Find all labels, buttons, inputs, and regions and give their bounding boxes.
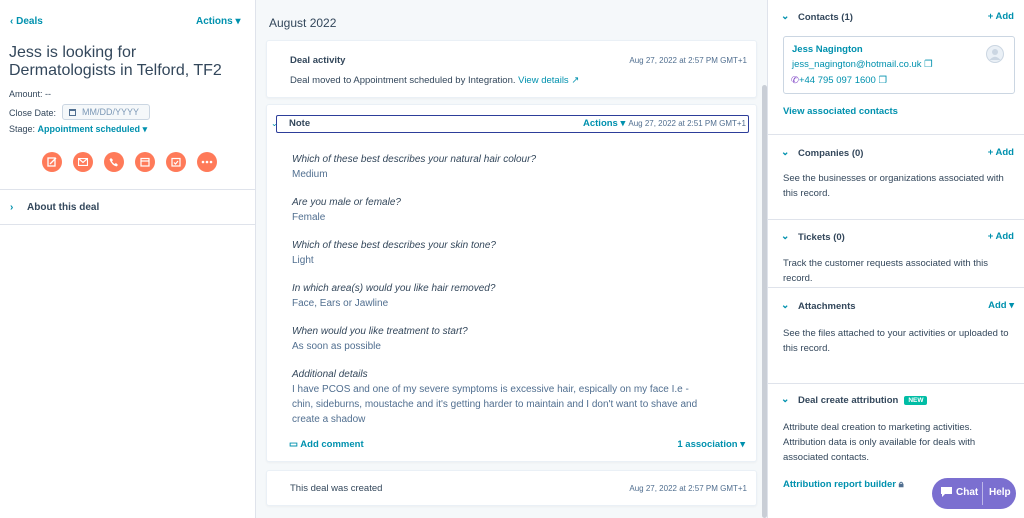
qa-item xyxy=(292,153,742,182)
note-title: Note xyxy=(289,118,311,129)
chevron-down-icon[interactable]: ⌄ xyxy=(781,394,790,405)
email-button[interactable] xyxy=(73,152,93,172)
add-comment-link[interactable] xyxy=(289,439,364,450)
close-date-input[interactable] xyxy=(62,104,150,120)
add-company-button[interactable]: + Add xyxy=(987,147,1014,158)
add-contact-button[interactable]: + Add xyxy=(987,11,1014,22)
deal-activity-title: Deal activity xyxy=(290,55,346,66)
note-icon xyxy=(47,157,57,167)
companies-description: See the businesses or organizations associated with this record. xyxy=(783,173,1004,199)
copy-icon[interactable]: ❐ xyxy=(924,59,933,70)
chat-button[interactable]: Chat xyxy=(956,487,979,498)
companies-section xyxy=(768,135,1024,220)
add-attachment-label: Add xyxy=(988,300,1007,311)
chevron-left-icon: ‹ xyxy=(10,16,17,27)
back-label: Deals xyxy=(16,16,43,27)
more-button[interactable] xyxy=(197,152,217,172)
deal-created-text: This deal was created xyxy=(290,483,383,494)
attachments-section xyxy=(768,288,1024,384)
add-ticket-button[interactable]: + Add xyxy=(987,231,1014,242)
close-date-placeholder: MM/DD/YYYY xyxy=(82,107,140,117)
attribution-title-text: Deal create attribution xyxy=(798,395,899,406)
answer-text: Medium xyxy=(292,169,328,180)
qa-item xyxy=(292,282,742,311)
association-sidebar xyxy=(767,0,1024,518)
deal-activity-card[interactable] xyxy=(266,40,757,98)
caret-down-icon: ▾ xyxy=(142,124,148,134)
deal-created-date: Aug 27, 2022 at 2:57 PM GMT+1 xyxy=(629,484,747,493)
question-text: Which of these best describes your natural hair colour? xyxy=(292,154,537,165)
copy-icon[interactable]: ❐ xyxy=(878,75,888,86)
attachments-title[interactable]: Attachments xyxy=(798,301,856,312)
deal-activity-text: Deal moved to Appointment scheduled by Integration. xyxy=(290,75,516,86)
association-dropdown[interactable] xyxy=(677,439,745,450)
add-comment-label: Add comment xyxy=(300,439,364,450)
deal-created-card[interactable] xyxy=(266,470,757,506)
view-details-link[interactable] xyxy=(518,75,579,86)
month-header: August 2022 xyxy=(269,16,337,30)
contact-avatar xyxy=(986,45,1004,63)
comment-icon: ▭ xyxy=(289,439,298,450)
note-button[interactable] xyxy=(42,152,62,172)
about-this-deal-label: About this deal xyxy=(27,202,100,213)
person-icon xyxy=(987,46,1003,62)
close-date-label: Close Date: xyxy=(9,108,57,118)
call-icon xyxy=(109,157,119,167)
deal-title[interactable]: Jess is looking for Dermatologists in Telford, TF2 xyxy=(9,44,222,79)
phone-icon: ✆ xyxy=(791,75,799,86)
deal-header xyxy=(0,0,255,190)
contact-phone: +44 795 097 1600 xyxy=(798,75,876,86)
contact-email-link[interactable] xyxy=(792,59,933,70)
answer-text: Light xyxy=(292,255,314,266)
question-text: Are you male or female? xyxy=(292,197,401,208)
stage-label: Stage: xyxy=(9,124,36,134)
chevron-down-icon: ⌄ xyxy=(271,119,278,128)
log-activity-icon xyxy=(140,157,150,167)
answer-text: I have PCOS and one of my severe symptoms is excessive hair, espically on my face I.e - chin, sideburns, moustache and it's getting harder to maintain and I don't want to shave and create a shadow xyxy=(292,384,698,425)
attribution-title[interactable] xyxy=(798,395,927,406)
tickets-title[interactable]: Tickets (0) xyxy=(798,232,845,243)
stage-dropdown[interactable] xyxy=(38,124,148,134)
stage-property xyxy=(9,124,147,135)
attribution-report-builder-link[interactable] xyxy=(783,479,904,490)
amount-label: Amount: xyxy=(9,89,43,99)
email-icon xyxy=(78,158,88,166)
chevron-down-icon[interactable]: ⌄ xyxy=(781,231,790,242)
contacts-section xyxy=(768,0,1024,135)
calendar-icon xyxy=(69,109,76,116)
association-label: 1 association xyxy=(677,439,738,450)
caret-down-icon: ▾ xyxy=(740,439,745,450)
contacts-title[interactable]: Contacts (1) xyxy=(798,12,853,23)
chat-help-widget xyxy=(932,478,1016,509)
note-date: Aug 27, 2022 at 2:51 PM GMT+1 xyxy=(628,119,746,128)
note-actions-label: Actions xyxy=(583,118,618,129)
chat-bubble-icon xyxy=(940,486,953,501)
note-card[interactable] xyxy=(266,104,757,462)
amount-value: -- xyxy=(45,89,52,99)
actions-label: Actions xyxy=(196,16,233,27)
chevron-down-icon[interactable]: ⌄ xyxy=(781,147,790,158)
question-text: In which area(s) would you like hair removed? xyxy=(292,283,496,294)
activity-actions xyxy=(42,152,217,172)
chevron-down-icon[interactable]: ⌄ xyxy=(781,300,790,311)
call-button[interactable] xyxy=(104,152,124,172)
answer-text: Face, Ears or Jawline xyxy=(292,298,389,309)
qa-item xyxy=(292,368,712,427)
qa-item xyxy=(292,239,742,268)
back-to-deals-link[interactable] xyxy=(10,16,43,27)
add-attachment-dropdown[interactable] xyxy=(988,300,1014,311)
answer-text: As soon as possible xyxy=(292,341,381,352)
contact-email: jess_nagington@hotmail.co.uk xyxy=(792,59,922,70)
chevron-down-icon[interactable]: ⌄ xyxy=(781,11,790,22)
amount-property[interactable] xyxy=(9,89,51,99)
deal-sidebar xyxy=(0,0,256,518)
caret-down-icon: ▾ xyxy=(235,16,241,27)
view-associated-contacts-link[interactable]: View associated contacts xyxy=(783,106,898,117)
qa-item xyxy=(292,196,742,225)
more-icon xyxy=(201,160,213,164)
note-header[interactable] xyxy=(271,115,749,133)
actions-dropdown[interactable] xyxy=(196,16,240,27)
tickets-section xyxy=(768,220,1024,288)
deal-activity-date: Aug 27, 2022 at 2:57 PM GMT+1 xyxy=(629,56,747,65)
task-icon xyxy=(171,157,181,167)
attribution-description: Attribute deal creation to marketing activities. Attribution data is only available for deals with associated contacts. xyxy=(783,422,976,463)
deal-activity-body xyxy=(290,75,579,86)
log-activity-button[interactable] xyxy=(135,152,155,172)
activity-timeline xyxy=(256,0,767,518)
view-details-label: View details xyxy=(518,75,569,86)
caret-down-icon: ▾ xyxy=(1009,300,1014,311)
lock-icon: 🔒︎ xyxy=(898,479,904,490)
question-text: When would you like treatment to start? xyxy=(292,326,468,337)
attribution-link-label: Attribution report builder xyxy=(783,479,896,490)
contact-phone-link[interactable] xyxy=(791,75,887,86)
chat-divider xyxy=(982,482,983,505)
companies-title[interactable]: Companies (0) xyxy=(798,148,864,159)
contact-name-link[interactable]: Jess Nagington xyxy=(792,44,863,55)
caret-down-icon: ▾ xyxy=(620,118,626,129)
answer-text: Female xyxy=(292,212,326,223)
attachments-description: See the files attached to your activities or uploaded to this record. xyxy=(783,328,1009,354)
stage-value: Appointment scheduled xyxy=(37,124,141,134)
new-badge: NEW xyxy=(904,396,927,405)
contact-card xyxy=(783,36,1015,94)
note-actions-dropdown[interactable] xyxy=(583,118,625,129)
qa-item xyxy=(292,325,742,354)
task-button[interactable] xyxy=(166,152,186,172)
chevron-right-icon: › xyxy=(10,202,14,213)
about-this-deal-section[interactable] xyxy=(0,190,255,225)
question-text: Which of these best describes your skin tone? xyxy=(292,240,496,251)
tickets-description: Track the customer requests associated with this record. xyxy=(783,258,989,284)
question-text: Additional details xyxy=(292,369,368,380)
external-link-icon: ↗ xyxy=(571,75,580,86)
help-button[interactable]: Help xyxy=(989,487,1011,498)
